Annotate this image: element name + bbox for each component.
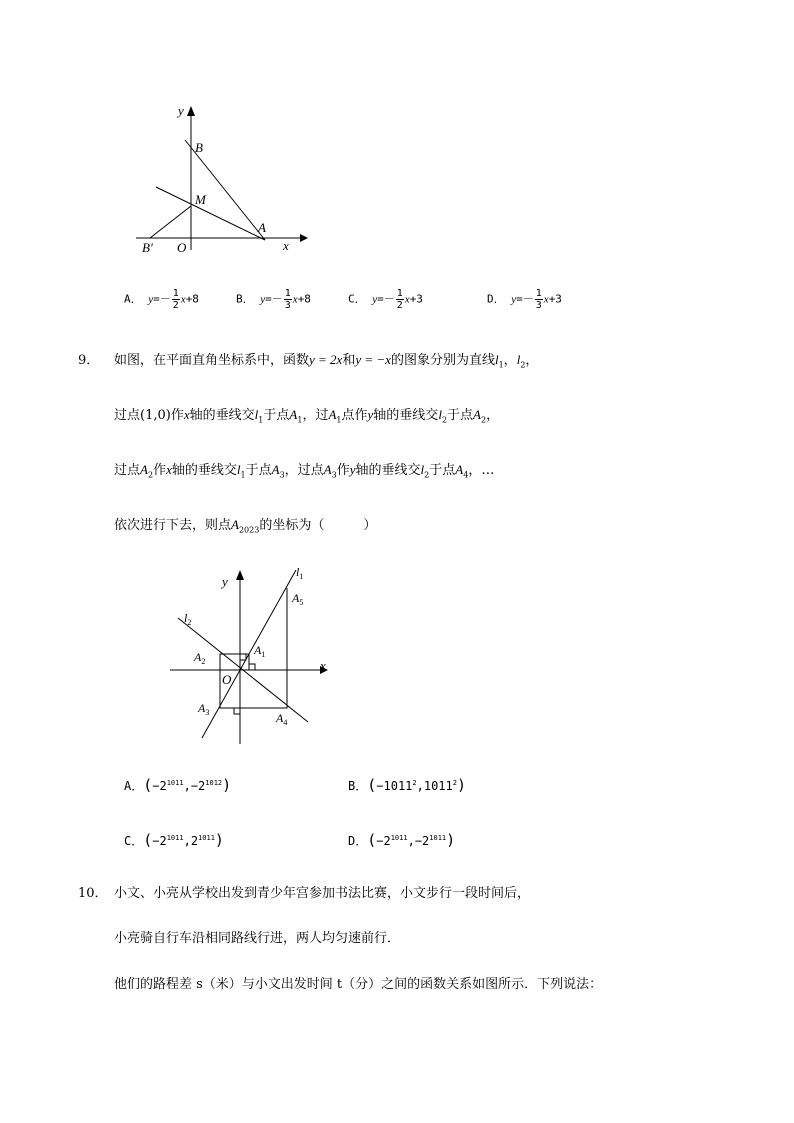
figure-q9-diagram bbox=[168, 562, 338, 747]
q10-number: 10． bbox=[78, 886, 108, 901]
q9-option-d[interactable]: D．$(-2^{1011},-2^{1011})$ bbox=[348, 831, 456, 849]
label-O: O bbox=[177, 240, 187, 255]
q8-option-d[interactable]: D． y=－ $\frac{1}{3}$ x+3 bbox=[487, 288, 562, 311]
right-angle-mark bbox=[234, 708, 240, 714]
q10-line-3: 他们的路程差 s（米）与小文出发时间 t（分）之间的函数关系如图所示．下列说法： bbox=[114, 977, 603, 992]
line-BA bbox=[185, 140, 265, 240]
label-l2: $l_2$ bbox=[184, 611, 192, 627]
fraction: $\frac{1}{3}$ bbox=[284, 288, 291, 311]
label-y: y bbox=[222, 574, 228, 589]
fraction: $\frac{1}{2}$ bbox=[396, 288, 403, 311]
label-A4: $A_4$ bbox=[276, 711, 288, 727]
q8-option-b[interactable]: B． y=－ $\frac{1}{3}$ x+8 bbox=[236, 288, 311, 311]
line-MA bbox=[156, 187, 265, 240]
q10-line-1: 小文、小亮从学校出发到青少年宫参加书法比赛，小文步行一段时间后， bbox=[114, 886, 531, 901]
q8-option-c[interactable]: C． y=－ $\frac{1}{2}$ x+3 bbox=[348, 288, 423, 311]
label-A1: $A_1$ bbox=[254, 643, 266, 659]
fraction: $\frac{1}{2}$ bbox=[172, 288, 179, 311]
label-B: B bbox=[195, 140, 203, 155]
q9-option-b[interactable]: B．$(-1011^2,1011^2)$ bbox=[348, 776, 466, 794]
q9-line-1: 如图，在平面直角坐标系中，函数y = 2x和y = −x的图象分别为直线$l_1$，$l_2$， bbox=[114, 352, 539, 370]
label-A3: $A_3$ bbox=[198, 701, 210, 717]
y-axis-arrow-icon bbox=[187, 106, 195, 116]
right-angle-mark bbox=[240, 654, 246, 660]
q10-line-2: 小亮骑自行车沿相同路线行进，两人均匀速前行． bbox=[114, 931, 401, 946]
label-A: A bbox=[258, 220, 266, 235]
y-axis-arrow-icon bbox=[236, 570, 244, 580]
label-l1: $l_1$ bbox=[296, 565, 304, 581]
q9-option-a[interactable]: A．$(-2^{1011},-2^{1012})$ bbox=[124, 776, 232, 794]
line-BpM bbox=[150, 206, 191, 238]
figure-q8-diagram bbox=[128, 100, 308, 255]
fraction: $\frac{1}{3}$ bbox=[535, 288, 542, 311]
q8-option-a[interactable]: A． y=－ $\frac{1}{2}$ x+8 bbox=[124, 288, 199, 311]
label-y: y bbox=[178, 103, 184, 118]
q9-line-2: 过点(1,0)作x轴的垂线交$l_1$于点$A_1$，过$A_1$点作y轴的垂线交$l_2$于点$A_2$， bbox=[114, 407, 500, 425]
q9-number: 9． bbox=[78, 353, 100, 368]
label-A2: $A_2$ bbox=[194, 650, 206, 666]
right-angle-mark bbox=[249, 664, 255, 670]
label-Bprime: B′ bbox=[142, 240, 153, 255]
x-axis-arrow-icon bbox=[300, 234, 308, 242]
label-A5: $A_5$ bbox=[292, 591, 304, 607]
q9-line-4: 依次进行下去，则点$A_{2023}$的坐标为（ ） bbox=[114, 517, 377, 535]
label-x: x bbox=[283, 238, 289, 253]
label-x: x bbox=[320, 658, 326, 673]
label-O: O bbox=[222, 672, 232, 687]
q9-option-c[interactable]: C．$(-2^{1011},2^{1011})$ bbox=[124, 831, 224, 849]
label-M: M bbox=[195, 192, 206, 207]
q9-line-3: 过点$A_2$作x轴的垂线交$l_1$于点$A_3$，过点$A_3$作y轴的垂线交$l_2$于点$A_4$，… bbox=[114, 462, 495, 480]
